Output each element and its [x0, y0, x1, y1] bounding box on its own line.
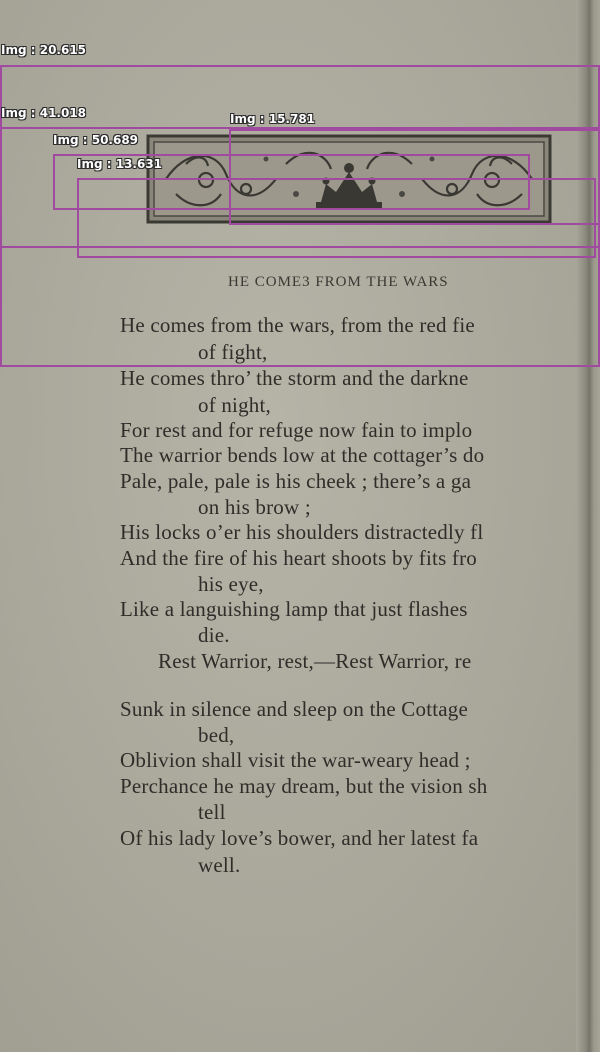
poem-line: Of his lady love’s bower, and her latest fa — [120, 826, 479, 850]
poem-line: tell — [198, 800, 226, 824]
poem-line: on his brow ; — [198, 495, 311, 519]
poem-line: The warrior bends low at the cottager’s do — [120, 443, 485, 467]
poem-line: Sunk in silence and sleep on the Cottage — [120, 697, 469, 721]
poem-line: die. — [198, 623, 230, 647]
poem-line: of fight, — [198, 340, 268, 364]
poem-line: Perchance he may dream, but the vision sh — [120, 774, 488, 798]
detection-label: Img : 15.781 — [230, 112, 316, 126]
poem-line: of night, — [198, 393, 271, 417]
detection-box — [77, 178, 596, 258]
poem-line: his eye, — [198, 572, 264, 596]
detection-label: Img : 41.018 — [1, 106, 87, 120]
detection-label: Img : 20.615 — [1, 43, 87, 57]
poem-line: Like a languishing lamp that just flashes — [120, 597, 468, 621]
detection-label: Img : 50.689 — [53, 133, 139, 147]
poem-line: bed, — [198, 723, 235, 747]
poem-line: His locks o’er his shoulders distractedly fl — [120, 520, 484, 544]
poem-line: Oblivion shall visit the war-weary head ; — [120, 748, 471, 772]
poem-line: He comes from the wars, from the red fie — [120, 313, 475, 337]
poem-line: For rest and for refuge now fain to implo — [120, 418, 473, 442]
detection-label: Img : 13.631 — [77, 157, 163, 171]
poem-title: HE COME3 FROM THE WARS — [228, 274, 449, 290]
poem-line: Pale, pale, pale is his cheek ; there’s a ga — [120, 469, 472, 493]
poem-line: And the fire of his heart shoots by fits fro — [120, 546, 477, 570]
poem-line: He comes thro’ the storm and the darkne — [120, 366, 469, 390]
poem-refrain-line: Rest Warrior, rest,—Rest Warrior, re — [158, 649, 472, 673]
poem-line: well. — [198, 853, 241, 877]
